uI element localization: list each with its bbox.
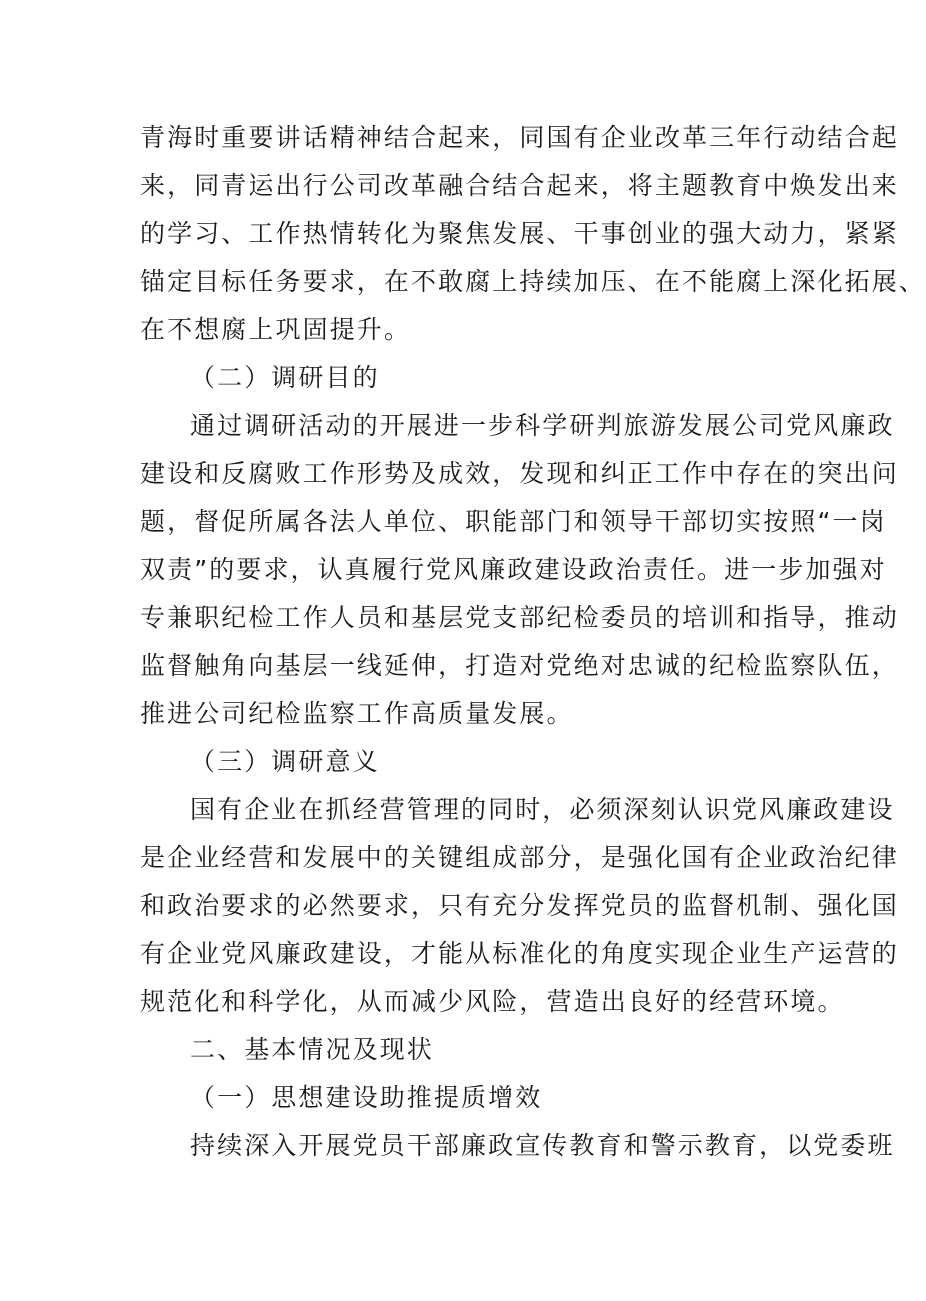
paragraph-line: 来，同青运出行公司改革融合结合起来，将主题教育中焕发出来 xyxy=(140,171,899,200)
paragraph-line: 规范化和科学化，从而减少风险，营造出良好的经营环境。 xyxy=(140,987,845,1016)
paragraph-line: 和政治要求的必然要求，只有充分发挥党员的监督机制、强化国 xyxy=(140,891,899,920)
paragraph-line: 通过调研活动的开展进一步科学研判旅游发展公司党风廉政 xyxy=(190,411,895,440)
paragraph-line: 题，督促所属各法人单位、职能部门和领导干部切实按照“一岗 xyxy=(140,507,887,536)
paragraph-line: 双责”的要求，认真履行党风廉政建设政治责任。进一步加强对 xyxy=(140,555,887,584)
document-body xyxy=(140,114,926,1170)
paragraph-line: 锚定目标任务要求，在不敢腐上持续加压、在不能腐上深化拓展、 xyxy=(140,267,926,296)
paragraph-line: 专兼职纪检工作人员和基层党支部纪检委员的培训和指导，推动 xyxy=(140,603,899,632)
paragraph-line: 监督触角向基层一线延伸，打造对党绝对忠诚的纪检监察队伍， xyxy=(140,651,899,680)
paragraph-line: 是企业经营和发展中的关键组成部分，是强化国有企业政治纪律 xyxy=(140,843,899,872)
section-heading: （三）调研意义 xyxy=(190,747,380,776)
paragraph-line: 建设和反腐败工作形势及成效，发现和纠正工作中存在的突出问 xyxy=(140,459,899,488)
paragraph-line: 有企业党风廉政建设，才能从标准化的角度实现企业生产运营的 xyxy=(140,939,899,968)
section-heading: 二、基本情况及现状 xyxy=(190,1035,434,1064)
subsection-heading: （一）思想建设助推提质增效 xyxy=(190,1083,543,1112)
section-heading: （二）调研目的 xyxy=(190,363,380,392)
paragraph-line: 青海时重要讲话精神结合起来，同国有企业改革三年行动结合起 xyxy=(140,123,899,152)
paragraph-line: 推进公司纪检监察工作高质量发展。 xyxy=(140,699,574,728)
paragraph-line: 的学习、工作热情转化为聚焦发展、干事创业的强大动力，紧紧 xyxy=(140,219,899,248)
paragraph-line: 持续深入开展党员干部廉政宣传教育和警示教育，以党委班 xyxy=(190,1131,895,1160)
paragraph-line: 国有企业在抓经营管理的同时，必须深刻认识党风廉政建设 xyxy=(190,795,895,824)
paragraph-line: 在不想腐上巩固提升。 xyxy=(140,315,412,344)
